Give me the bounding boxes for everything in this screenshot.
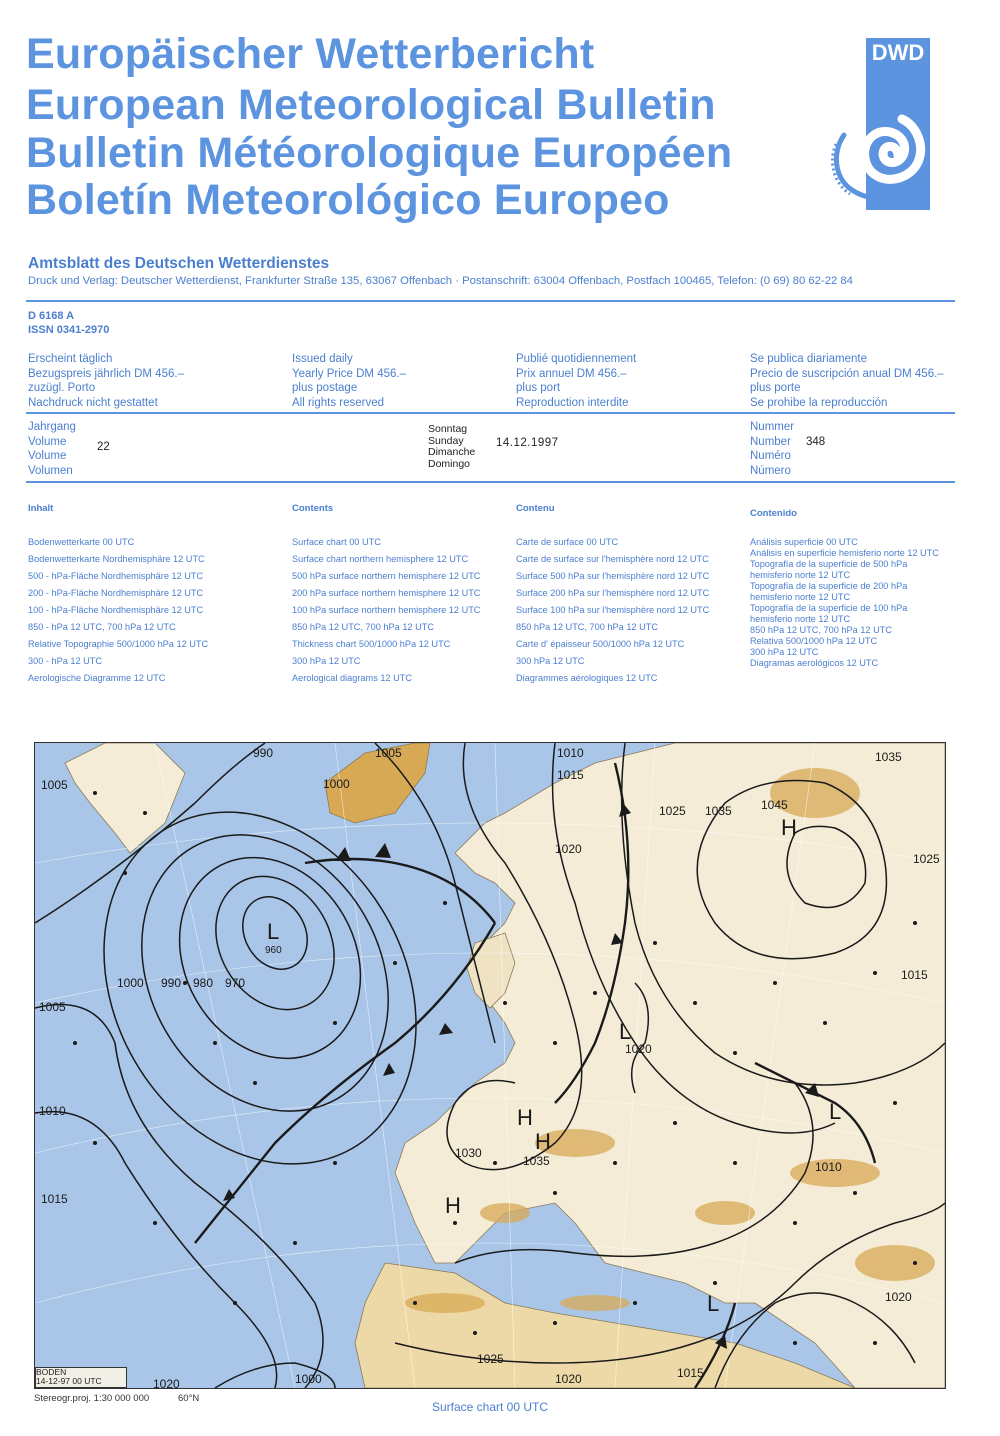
number-value: 348: [806, 436, 826, 448]
number-label: Numéro: [750, 450, 791, 462]
isobar-label: 990: [253, 746, 274, 760]
volume-value: 22: [97, 441, 110, 453]
divider-mid: [26, 412, 955, 414]
title-en: European Meteorological Bulletin: [26, 81, 716, 129]
contents-item: 200 - hPa-Fläche Nordhemisphäre 12 UTC: [28, 588, 204, 598]
surface-weather-map: [34, 742, 946, 1389]
contents-item: Carte de surface sur l'hemisphère nord 12 UTC: [516, 554, 709, 564]
low-centre: L: [707, 1291, 720, 1316]
sub-line: plus porte: [750, 382, 801, 394]
high-centre: H: [517, 1105, 533, 1130]
sub-line: Publié quotidiennement: [516, 353, 637, 365]
isobar-label: 1025: [477, 1352, 504, 1366]
codes: [28, 309, 109, 337]
issn-code: ISSN 0341-2970: [28, 324, 110, 336]
map-projection: Stereogr.proj. 1:30 000 000: [34, 1393, 150, 1404]
sub-line: plus port: [516, 382, 561, 394]
title-fr: Bulletin Météorologique Européen: [26, 129, 733, 177]
stamp-line: 14-12-97 00 UTC: [36, 1376, 102, 1386]
contents-item: 850 - hPa 12 UTC, 700 hPa 12 UTC: [28, 622, 176, 632]
sub-line: Erscheint täglich: [28, 353, 113, 365]
high-centre: H: [535, 1129, 551, 1154]
isobar-label: 1025: [659, 804, 686, 818]
isobar-label: 970: [225, 976, 246, 990]
contents-list-es: [750, 537, 950, 669]
contents-item: 300 hPa 12 UTC: [750, 647, 819, 657]
day-label: Sunday: [428, 434, 464, 447]
sub-line: Precio de suscripción anual DM 456.–: [750, 367, 944, 380]
map-drawing: [35, 743, 945, 1388]
sub-line: Se publica diariamente: [750, 353, 867, 365]
low-centre: L: [267, 919, 280, 944]
map-caption: Surface chart 00 UTC: [431, 1400, 549, 1414]
isobar-label: 1045: [761, 798, 788, 812]
low-centre: L: [829, 1099, 842, 1124]
isobar-label: 1010: [815, 1160, 842, 1174]
sub-line: plus postage: [292, 382, 358, 394]
sub-line: All rights reserved: [292, 396, 385, 409]
contents-item: Topografía de la superficie de 200 hPa hemisferio norte 12 UTC: [750, 581, 908, 602]
contents-item: Surface 100 hPa sur l'hemisphère nord 12 UTC: [516, 605, 710, 615]
subscription-de: [28, 352, 184, 410]
contents-item: 300 - hPa 12 UTC: [28, 656, 103, 666]
title-de: Europäischer Wetterbericht: [26, 30, 595, 78]
contents-item: Bodenwetterkarte Nordhemisphäre 12 UTC: [28, 554, 205, 564]
contents-item: 850 hPa 12 UTC, 700 hPa 12 UTC: [750, 625, 892, 635]
isobar-label: 1010: [39, 1104, 66, 1118]
isobar-label: 1020: [555, 842, 582, 856]
isobar-label: 1030: [455, 1146, 482, 1160]
day-labels: [428, 424, 475, 470]
sub-line: Issued daily: [292, 353, 353, 365]
volume-label: Volumen: [28, 464, 73, 477]
volume-label: Volume: [28, 450, 67, 462]
number-label: Number: [750, 435, 791, 448]
contents-item: Surface 500 hPa sur l'hemisphère nord 12 UTC: [516, 571, 710, 581]
isobar-label: 1020: [885, 1290, 912, 1304]
contents-item: Surface chart northern hemisphere 12 UTC: [292, 554, 469, 564]
contents-item: 500 hPa surface northern hemisphere 12 UTC: [292, 571, 481, 581]
d-code: D 6168 A: [28, 310, 75, 322]
contents-item: 100 hPa surface northern hemisphere 12 UTC: [292, 605, 481, 615]
contents-item: Relativa 500/1000 hPa 12 UTC: [750, 636, 878, 646]
stamp-line: BODEN: [36, 1367, 67, 1377]
sub-line: Reproduction interdite: [516, 396, 629, 409]
isobar-label: 1035: [523, 1154, 550, 1168]
contents-item: Aerological diagrams 12 UTC: [292, 673, 412, 683]
isobar-label: 1025: [913, 852, 940, 866]
isobar-label: 1015: [557, 768, 584, 782]
low-centre: L: [619, 1019, 632, 1044]
contents-item: Surface chart 00 UTC: [292, 537, 381, 547]
volume-labels: [28, 420, 76, 478]
contents-item: Topografía de la superficie de 500 hPa hemisferio norte 12 UTC: [750, 559, 908, 580]
contents-item: Surface 200 hPa sur l'hemisphère nord 12 UTC: [516, 588, 710, 598]
isobar-label: 1005: [375, 746, 402, 760]
contents-item: 850 hPa 12 UTC, 700 hPa 12 UTC: [292, 622, 434, 632]
subscription-en: [292, 352, 406, 410]
contents-item: 300 hPa 12 UTC: [292, 656, 361, 666]
publisher-title: Amtsblatt des Deutschen Wetterdienstes: [28, 255, 330, 272]
contents-item: Thickness chart 500/1000 hPa 12 UTC: [292, 639, 451, 649]
issue-date: 14.12.1997: [496, 437, 559, 449]
number-labels: [750, 420, 794, 478]
isobar-label: 1005: [39, 1000, 66, 1014]
contents-item: Carte d' épaisseur 500/1000 hPa 12 UTC: [516, 639, 685, 649]
divider-contents: [26, 481, 955, 483]
isobar-label: 1020: [153, 1377, 180, 1388]
isobar-label: 1000: [295, 1372, 322, 1386]
contents-item: Aerologische Diagramme 12 UTC: [28, 673, 166, 683]
isobar-label: 1010: [557, 746, 584, 760]
number-label: Número: [750, 464, 791, 477]
contents-item: 200 hPa surface northern hemisphere 12 UTC: [292, 588, 481, 598]
contents-list-en: [292, 534, 480, 687]
contents-heading-es: Contenido: [750, 508, 797, 519]
contents-item: Carte de surface 00 UTC: [516, 537, 619, 547]
day-label: Dimanche: [428, 446, 476, 458]
spiral-logo-icon: [812, 90, 942, 215]
sub-line: Bezugspreis jährlich DM 456.–: [28, 367, 184, 380]
centre-value: 960: [265, 945, 282, 956]
subscription-es: [750, 352, 944, 410]
contents-item: Análisis superficie 00 UTC: [750, 537, 858, 547]
contents-item: 300 hPa 12 UTC: [516, 656, 585, 666]
isobar-label: 1015: [901, 968, 928, 982]
contents-item: Relative Topographie 500/1000 hPa 12 UTC: [28, 639, 209, 649]
contents-item: 100 - hPa-Fläche Nordhemisphäre 12 UTC: [28, 605, 204, 615]
isobar-label: 1015: [677, 1366, 704, 1380]
volume-label: Jahrgang: [28, 421, 76, 433]
sub-line: Prix annuel DM 456.–: [516, 367, 627, 380]
subscription-fr: [516, 352, 636, 410]
isobar-label: 1005: [41, 778, 68, 792]
isobar-label: 980: [193, 976, 214, 990]
dwd-logo-text: DWD: [871, 40, 925, 65]
contents-item: Diagrammes aérologiques 12 UTC: [516, 673, 658, 683]
map-latitude: 60°N: [178, 1393, 200, 1404]
isobar-label: 1000: [117, 976, 144, 990]
divider-top: [26, 300, 955, 302]
isobar-label: 990: [161, 976, 182, 990]
isobar-label: 1020: [555, 1372, 582, 1386]
map-stamp: [35, 1367, 127, 1388]
sub-line: Nachdruck nicht gestattet: [28, 396, 158, 409]
high-centre: H: [445, 1193, 461, 1218]
contents-list-fr: [516, 534, 709, 687]
contents-heading-de: Inhalt: [28, 503, 54, 514]
sub-line: zuzügl. Porto: [28, 382, 96, 394]
title-es: Boletín Meteorológico Europeo: [26, 176, 670, 224]
contents-item: Bodenwetterkarte 00 UTC: [28, 537, 135, 547]
contents-item: 500 - hPa-Fläche Nordhemisphäre 12 UTC: [28, 571, 204, 581]
contents-item: 850 hPa 12 UTC, 700 hPa 12 UTC: [516, 622, 658, 632]
isobar-label: 1000: [323, 777, 350, 791]
isobar-label: 1020: [625, 1042, 652, 1056]
isobar-label: 1035: [875, 750, 902, 764]
number-label: Nummer: [750, 421, 795, 433]
isobar-label: 1035: [705, 804, 732, 818]
isobar-label: 1015: [41, 1192, 68, 1206]
day-label: Domingo: [428, 457, 471, 470]
sub-line: Se prohibe la reproducción: [750, 396, 888, 409]
sub-line: Yearly Price DM 456.–: [292, 367, 406, 380]
contents-item: Diagramas aerológicos 12 UTC: [750, 658, 879, 668]
day-label: Sonntag: [428, 423, 468, 435]
contents-item: Análisis en superficie hemisferio norte 12 UTC: [750, 548, 939, 558]
publisher-address: Druck und Verlag: Deutscher Wetterdienst, Frankfurter Straße 135, 63067 Offenbach · Postanschrift: 63004 Offenbach, Postfach 100465, Telefon: (0 69) 80 62-22 84: [28, 275, 853, 287]
volume-label: Volume: [28, 435, 67, 448]
contents-list-de: [28, 534, 208, 687]
contents-heading-en: Contents: [292, 503, 334, 514]
high-centre: H: [781, 815, 797, 840]
contents-item: Topografía de la superficie de 100 hPa hemisferio norte 12 UTC: [750, 603, 908, 624]
contents-heading-fr: Contenu: [516, 503, 555, 514]
